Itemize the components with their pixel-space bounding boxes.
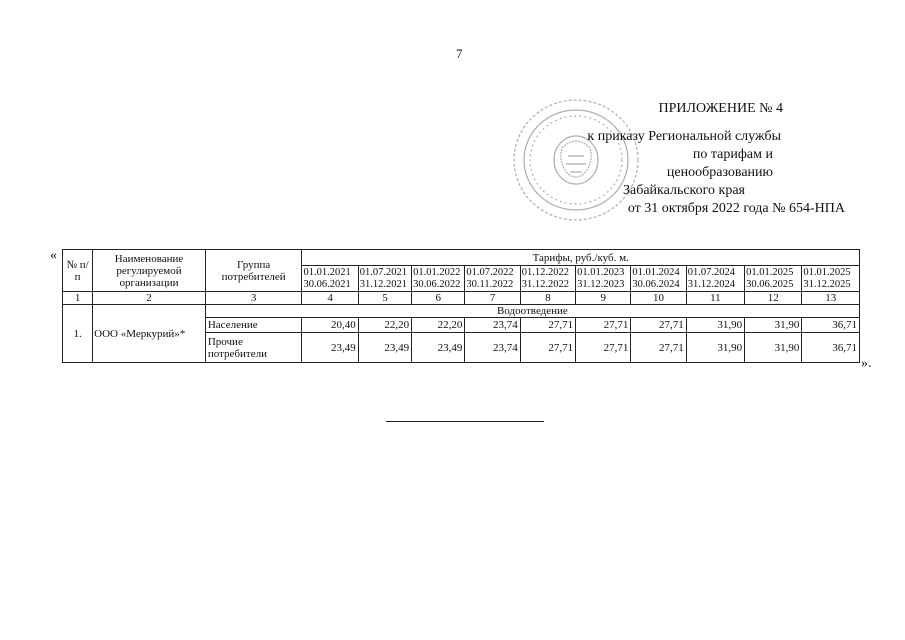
organization-name: ООО «Меркурий»* <box>93 305 206 363</box>
tariff-value: 27,71 <box>520 333 575 363</box>
tariff-value: 31,90 <box>686 333 744 363</box>
column-number: 10 <box>631 292 686 305</box>
tariff-value: 36,71 <box>802 333 860 363</box>
header-num: № п/п <box>63 250 93 292</box>
column-number: 13 <box>802 292 860 305</box>
tariff-value: 27,71 <box>631 333 686 363</box>
tariff-value: 31,90 <box>686 318 744 333</box>
tariff-value: 27,71 <box>520 318 575 333</box>
tariff-value: 23,49 <box>358 333 411 363</box>
opening-quote: « <box>50 248 57 263</box>
service-type: Водоотведение <box>205 305 859 318</box>
tariff-value: 23,49 <box>412 333 465 363</box>
appendix-line: Забайкальского края <box>622 183 745 198</box>
header-group: Группа потребителей <box>205 250 302 292</box>
closing-quote: ». <box>861 356 872 371</box>
consumer-group: Прочие потребители <box>205 333 302 363</box>
page-number: 7 <box>456 46 463 61</box>
column-number: 3 <box>205 292 302 305</box>
tariff-value: 36,71 <box>802 318 860 333</box>
column-number: 2 <box>93 292 206 305</box>
period-header: 01.07.2024 31.12.2024 <box>686 266 744 292</box>
tariff-value: 22,20 <box>412 318 465 333</box>
consumer-group: Население <box>205 318 302 333</box>
tariff-value: 23,74 <box>465 333 520 363</box>
period-header: 01.07.2022 30.11.2022 <box>465 266 520 292</box>
column-number: 7 <box>465 292 520 305</box>
column-number: 5 <box>358 292 411 305</box>
tariff-value: 23,49 <box>302 333 358 363</box>
header-tariffs: Тарифы, руб./куб. м. <box>302 250 860 266</box>
column-number: 12 <box>745 292 802 305</box>
tariff-value: 27,71 <box>576 333 631 363</box>
period-header: 01.01.2023 31.12.2023 <box>576 266 631 292</box>
appendix-line: от 31 октября 2022 года № 654-НПА <box>627 201 845 216</box>
header-org: Наименование регулируемой организации <box>93 250 206 292</box>
tariff-value: 27,71 <box>631 318 686 333</box>
period-header: 01.01.2025 31.12.2025 <box>802 266 860 292</box>
appendix-title: ПРИЛОЖЕНИЕ № 4 <box>658 101 783 116</box>
tariff-value: 20,40 <box>302 318 358 333</box>
appendix-header <box>585 100 845 218</box>
footer-divider <box>386 421 544 422</box>
period-header: 01.01.2025 30.06.2025 <box>745 266 802 292</box>
appendix-line: по тарифам и ценообразованию <box>666 147 773 180</box>
column-number: 1 <box>63 292 93 305</box>
period-header: 01.07.2021 31.12.2021 <box>358 266 411 292</box>
period-header: 01.01.2022 30.06.2022 <box>412 266 465 292</box>
column-number: 6 <box>412 292 465 305</box>
tariff-value: 31,90 <box>745 318 802 333</box>
column-number: 4 <box>302 292 358 305</box>
column-number: 11 <box>686 292 744 305</box>
appendix-line: к приказу Региональной службы <box>587 129 781 144</box>
row-number: 1. <box>63 305 93 363</box>
tariff-value: 22,20 <box>358 318 411 333</box>
column-number: 8 <box>520 292 575 305</box>
period-header: 01.01.2024 30.06.2024 <box>631 266 686 292</box>
tariff-value: 31,90 <box>745 333 802 363</box>
period-header: 01.01.2021 30.06.2021 <box>302 266 358 292</box>
tariffs-table <box>62 249 860 363</box>
column-number: 9 <box>576 292 631 305</box>
tariff-value: 27,71 <box>576 318 631 333</box>
period-header: 01.12.2022 31.12.2022 <box>520 266 575 292</box>
tariff-value: 23,74 <box>465 318 520 333</box>
